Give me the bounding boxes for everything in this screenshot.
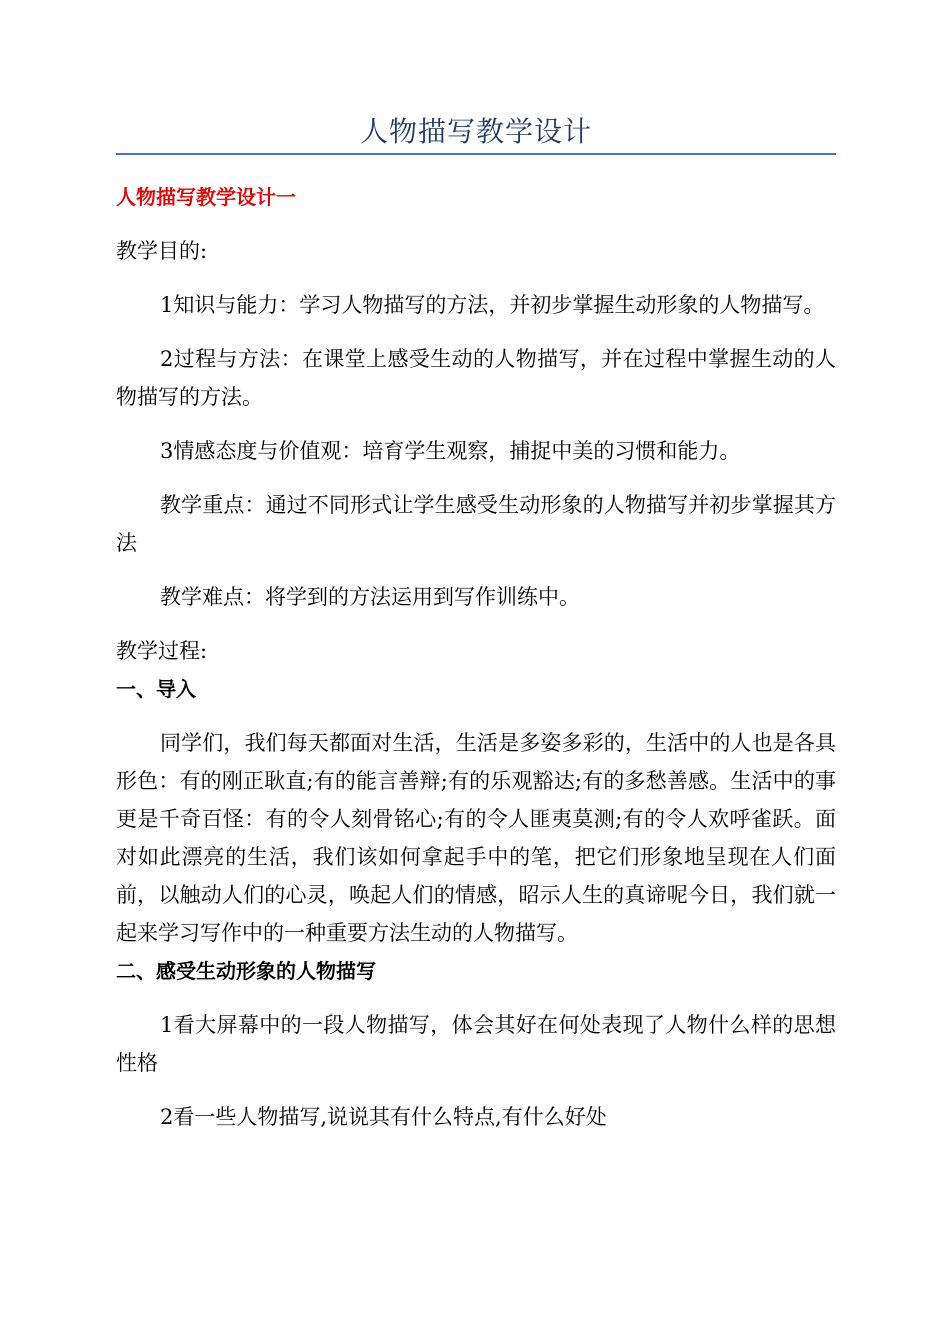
objectives-label: 教学目的: — [116, 239, 208, 263]
step-two-item-2: 2看一些人物描写,说说其有什么特点,有什么好处 — [160, 1105, 607, 1129]
document-body — [116, 178, 836, 1136]
difficulty: 教学难点：将学到的方法运用到写作训练中。 — [160, 585, 580, 609]
process-label: 教学过程: — [116, 639, 208, 663]
objective-3: 3情感态度与价值观：培育学生观察，捕捉中美的习惯和能力。 — [160, 439, 741, 463]
step-one-text: 同学们，我们每天都面对生活，生活是多姿多彩的，生活中的人也是各具形色：有的刚正耿直;有的能言善辩;有的乐观豁达;有的多愁善感。生活中的事更是千奇百怪：有的令人刻骨铭心;有的令人匪夷莫测;有的令人欢呼雀跃。面对如此漂亮的生活，我们该如何拿起手中的笔，把它们形象地呈现在人们面前，以触动人们的心灵，唤起人们的情感，昭示人生的真谛呢今日，我们就一起来学习写作中的一种重要方法生动的人物描写。 — [116, 731, 836, 945]
title-divider — [116, 153, 836, 155]
step-one-heading: 一、导入 — [116, 677, 196, 701]
section-one-heading: 人物描写教学设计一 — [116, 185, 296, 209]
key-point: 教学重点：通过不同形式让学生感受生动形象的人物描写并初步掌握其方法 — [116, 493, 836, 555]
objective-1: 1知识与能力：学习人物描写的方法，并初步掌握生动形象的人物描写。 — [160, 293, 825, 317]
document-title: 人物描写教学设计 — [359, 115, 592, 148]
step-two-item-1: 1看大屏幕中的一段人物描写，体会其好在何处表现了人物什么样的思想性格 — [116, 1013, 836, 1075]
step-two-heading: 二、感受生动形象的人物描写 — [116, 959, 376, 983]
objective-2: 2过程与方法：在课堂上感受生动的人物描写，并在过程中掌握生动的人物描写的方法。 — [116, 347, 836, 409]
